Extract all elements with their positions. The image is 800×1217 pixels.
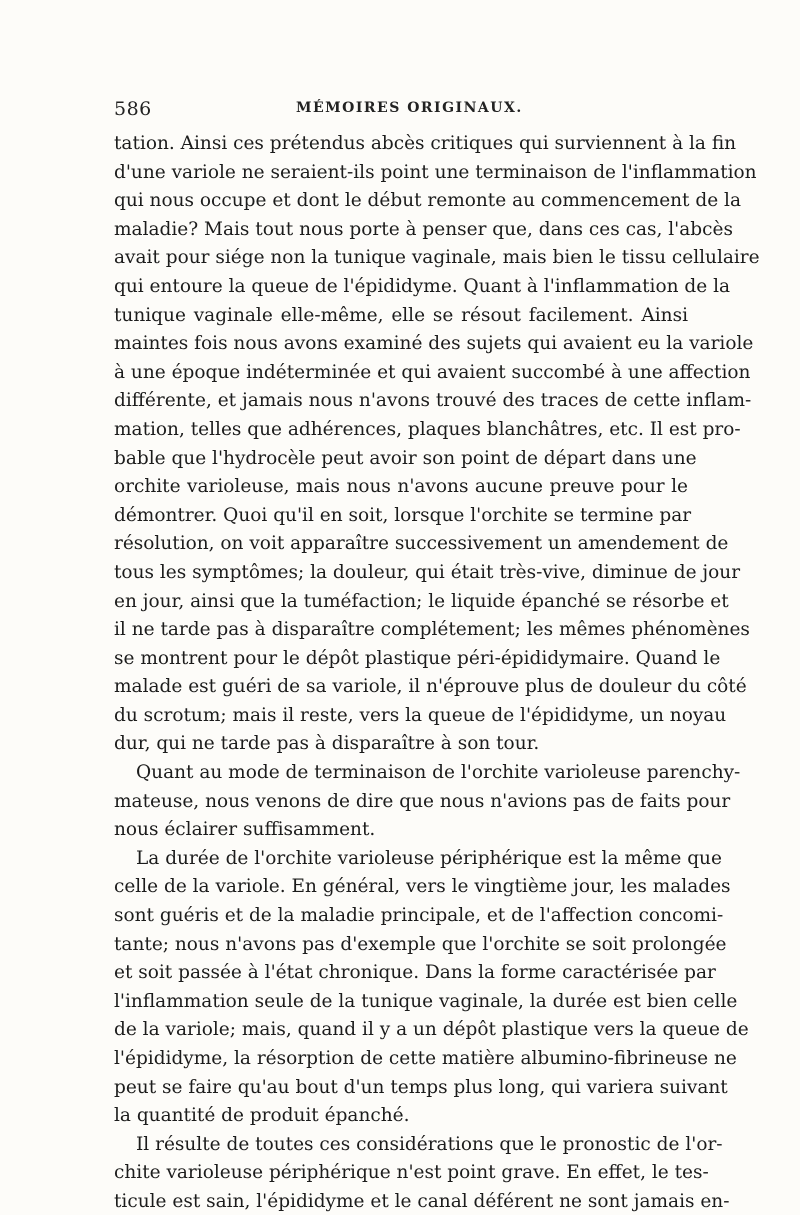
text-line: nous éclairer suffisamment.: [114, 819, 376, 841]
text-line: l'inflammation seule de la tunique vaginale, la durée est bien celle: [114, 990, 738, 1012]
paragraph: [114, 759, 741, 845]
text-line: à une époque indéterminée et qui avaient succombé à une affection: [114, 361, 751, 383]
text-line: tous les symptômes; la douleur, qui était très-vive, diminue de jour: [114, 561, 741, 583]
paragraph: [114, 1131, 730, 1217]
text-line: mation, telles que adhérences, plaques blanchâtres, etc. Il est pro-: [114, 418, 741, 440]
text-line: il ne tarde pas à disparaître complétement; les mêmes phénomènes: [114, 619, 750, 641]
text-line: qui nous occupe et dont le début remonte au commencement de la: [114, 190, 741, 212]
text-line: d'une variole ne seraient-ils point une terminaison de l'inflammation: [114, 161, 757, 183]
text-line: celle de la variole. En général, vers le vingtième jour, les malades: [114, 876, 731, 898]
text-line: orchite varioleuse, mais nous n'avons aucune preuve pour le: [114, 476, 688, 498]
text-line: tation. Ainsi ces prétendus abcès critiques qui surviennent à la fin: [114, 133, 737, 154]
text-line: sont guéris et de la maladie principale, et de l'affection concomi-: [114, 905, 724, 927]
text-line: et soit passée à l'état chronique. Dans la forme caractérisée par: [114, 962, 716, 984]
text-line: dur, qui ne tarde pas à disparaître à son tour.: [114, 733, 540, 755]
text-line: l'épididyme, la résorption de cette matière albumino-fibrineuse ne: [114, 1048, 737, 1069]
page-header: [114, 96, 686, 126]
text-line: bable que l'hydrocèle peut avoir son point de départ dans une: [114, 447, 697, 469]
text-line: Il résulte de toutes ces considérations que le pronostic de l'or-: [136, 1133, 723, 1155]
body-text: [114, 130, 760, 1217]
running-title: MÉMOIRES ORIGINAUX.: [296, 100, 523, 116]
text-line: se montrent pour le dépôt plastique péri-épididymaire. Quand le: [114, 647, 721, 669]
text-line: chite varioleuse périphérique n'est point grave. En effet, le tes-: [114, 1162, 709, 1184]
text-line: la quantité de produit épanché.: [114, 1105, 410, 1127]
paragraph: [114, 130, 760, 759]
text-line: qui entoure la queue de l'épididyme. Quant à l'inflammation de la: [114, 275, 731, 297]
text-line: La durée de l'orchite varioleuse périphérique est la même que: [136, 847, 722, 869]
text-line: malade est guéri de sa variole, il n'éprouve plus de douleur du côté: [114, 676, 747, 698]
text-line: de la variole; mais, quand il y a un dépôt plastique vers la queue de: [114, 1019, 749, 1041]
text-line: différente, et jamais nous n'avons trouvé des traces de cette inflam-: [114, 390, 752, 412]
text-line: maintes fois nous avons examiné des sujets qui avaient eu la variole: [114, 333, 754, 355]
page-number: 586: [114, 98, 152, 120]
text-line: mateuse, nous venons de dire que nous n'avions pas de faits pour: [114, 790, 731, 812]
text-line: tante; nous n'avons pas d'exemple que l'orchite se soit prolongée: [114, 933, 727, 955]
text-line: du scrotum; mais il reste, vers la queue de l'épididyme, un noyau: [114, 704, 727, 726]
text-line: en jour, ainsi que la tuméfaction; le liquide épanché se résorbe et: [114, 590, 729, 612]
text-line: résolution, on voit apparaître successivement un amendement de: [114, 533, 729, 555]
text-line: peut se faire qu'au bout d'un temps plus long, qui variera suivant: [114, 1076, 728, 1098]
paragraph: [114, 845, 749, 1131]
text-line: ticule est sain, l'épididyme et le canal déférent ne sont jamais en-: [114, 1190, 730, 1212]
text-line: démontrer. Quoi qu'il en soit, lorsque l'orchite se termine par: [114, 504, 692, 526]
text-line: maladie? Mais tout nous porte à penser que, dans ces cas, l'abcès: [114, 218, 733, 240]
text-line: tunique vaginale elle-même, elle se résout facilement. Ainsi: [114, 304, 688, 326]
text-line: avait pour siége non la tunique vaginale, mais bien le tissu cellulaire: [114, 247, 760, 269]
text-line: Quant au mode de terminaison de l'orchite varioleuse parenchy-: [136, 762, 741, 784]
